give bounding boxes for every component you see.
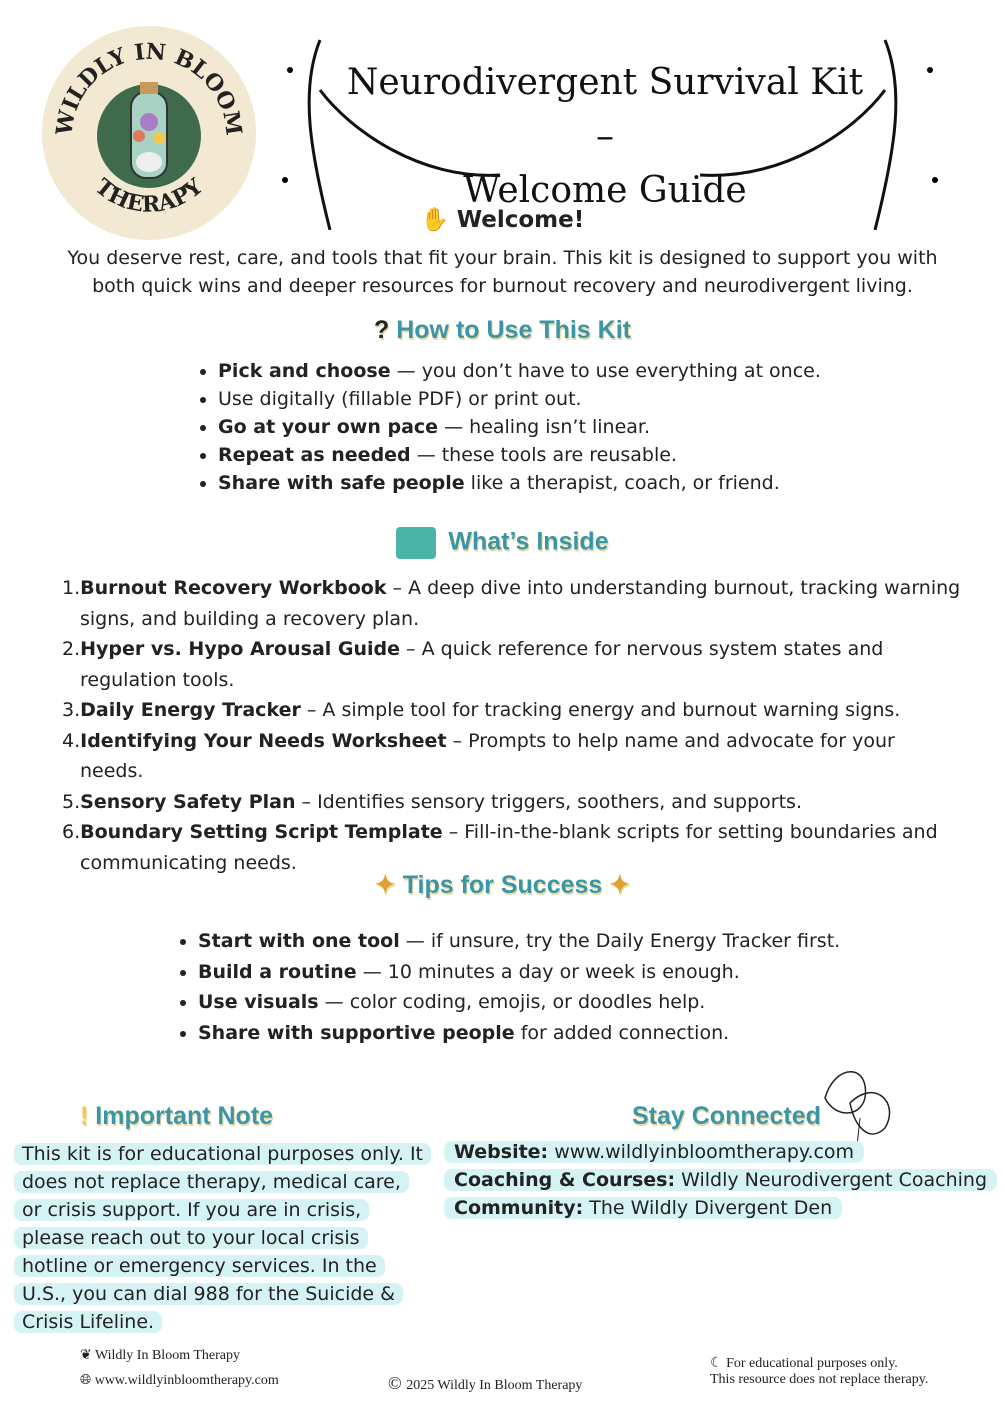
item-title: Burnout Recovery Workbook — [80, 577, 387, 599]
list-item — [198, 1018, 840, 1049]
item-text: — you don’t have to use everything at once. — [390, 360, 821, 382]
item-text: — these tools are reusable. — [410, 444, 677, 466]
list-item — [62, 726, 962, 787]
item-title: Sensory Safety Plan — [80, 790, 296, 813]
item-title: Repeat as needed — [218, 444, 411, 466]
list-item — [62, 573, 962, 634]
item-text: for added connection. — [514, 1021, 730, 1044]
list-item — [62, 787, 962, 818]
footer-url[interactable]: 🌐︎ www.wildlyinbloomtherapy.com — [80, 1373, 279, 1388]
waving-hand-icon: ✋ — [420, 207, 457, 233]
welcome-heading: ✋ Welcome! — [420, 207, 585, 233]
item-text: — color coding, emojis, or doodles help. — [318, 991, 706, 1013]
contact-row — [444, 1138, 1004, 1166]
item-title: Build a routine — [198, 960, 357, 983]
item-title: Share with supportive people — [198, 1021, 515, 1044]
contact-value: Wildly Neurodivergent Coaching — [675, 1169, 988, 1191]
item-text: — if unsure, try the Daily Energy Tracker first. — [399, 930, 841, 952]
footer-disclaimer: ☾ For educational purposes only. This resource does not replace therapy. — [710, 1356, 929, 1387]
item-text: Use digitally (fillable PDF) or print out. — [218, 388, 582, 410]
item-text: — healing isn’t linear. — [438, 416, 651, 438]
contact-row — [444, 1166, 1004, 1194]
item-number: 4. — [62, 729, 81, 752]
item-number: 1. — [62, 577, 81, 599]
svg-text:THERAPY: THERAPY — [90, 173, 208, 218]
svg-text:WILDLY IN BLOOM: WILDLY IN BLOOM — [51, 38, 247, 138]
list-item — [218, 385, 821, 413]
question-icon: ? — [374, 316, 397, 344]
contact-row — [444, 1194, 1004, 1222]
exclamation-icon: ! — [80, 1102, 96, 1130]
tips-heading: ✦ Tips for Success ✦ — [374, 871, 631, 899]
sparkle-icon: ✦ — [602, 871, 631, 899]
item-text: – A quick reference for nervous system states and regulation tools. — [80, 638, 884, 691]
item-text: – Fill-in-the-blank scripts for setting boundaries and communicating needs. — [80, 821, 938, 874]
contact-label: Coaching & Courses: — [454, 1169, 676, 1191]
item-title: Daily Energy Tracker — [80, 699, 301, 721]
item-text: – A deep dive into understanding burnout, tracking warning signs, and building a recovery plan. — [80, 577, 961, 630]
item-number: 2. — [62, 638, 81, 660]
item-title: Use visuals — [198, 991, 319, 1013]
moon-stars-icon: ☾ — [710, 1356, 727, 1371]
contact-label: Community: — [454, 1197, 584, 1219]
tips-list — [178, 926, 840, 1048]
contact-value: The Wildly Divergent Den — [583, 1197, 833, 1219]
important-note-text: This kit is for educational purposes only. It does not replace therapy, medical care, or crisis support. If you are in crisis, please reach out to your local crisis hotline or emergency services. In the U.S., you can dial 988 for the Suicide & Crisis Lifeline. — [14, 1140, 424, 1336]
footer-brand: ❦ Wildly In Bloom Therapy — [80, 1348, 240, 1363]
copyright-icon: © — [388, 1373, 407, 1393]
globe-icon: 🌐︎ — [80, 1373, 95, 1388]
item-text: – Prompts to help name and advocate for your needs. — [80, 729, 895, 782]
item-number: 5. — [62, 790, 81, 813]
item-number: 3. — [62, 699, 81, 721]
item-title: Start with one tool — [198, 930, 400, 952]
how-to-heading: ? How to Use This Kit — [374, 316, 631, 344]
list-item — [198, 987, 840, 1018]
item-title: Identifying Your Needs Worksheet — [80, 729, 447, 752]
item-title: Pick and choose — [218, 360, 391, 382]
item-title: Boundary Setting Script Template — [80, 821, 443, 843]
sparkle-icon: ✦ — [374, 871, 403, 899]
footer-copyright: © 2025 Wildly In Bloom Therapy — [388, 1373, 583, 1393]
item-text: like a therapist, coach, or friend. — [464, 472, 780, 494]
item-text: – Identifies sensory triggers, soothers, and supports. — [295, 790, 802, 813]
stay-connected-heading: Stay Connected — [632, 1102, 821, 1130]
monstera-leaf-icon — [815, 1058, 895, 1148]
folder-search-icon — [396, 527, 436, 559]
list-item — [62, 634, 962, 695]
item-title: Hyper vs. Hypo Arousal Guide — [80, 638, 401, 660]
contact-value[interactable]: www.wildlyinbloomtherapy.com — [548, 1141, 855, 1163]
list-item — [198, 957, 840, 988]
item-text: – A simple tool for tracking energy and burnout warning signs. — [300, 699, 901, 721]
list-item — [218, 469, 821, 497]
intro-text: You deserve rest, care, and tools that fit your brain. This kit is designed to support you with both quick wins and deeper resources for burnout recovery and neurodivergent living. — [67, 247, 938, 297]
contact-label: Website: — [454, 1141, 549, 1163]
list-item — [218, 357, 821, 385]
item-text: — 10 minutes a day or week is enough. — [356, 960, 740, 983]
contents-list — [62, 573, 962, 878]
how-to-list — [198, 357, 821, 497]
list-item — [218, 441, 821, 469]
whats-inside-heading: What’s Inside — [0, 527, 1005, 559]
item-title: Share with safe people — [218, 472, 465, 494]
item-title: Go at your own pace — [218, 416, 439, 438]
page-title: Neurodivergent Survival Kit – Welcome Guide — [346, 62, 864, 211]
list-item — [62, 695, 962, 726]
list-item — [62, 817, 962, 878]
list-item — [218, 413, 821, 441]
item-number: 6. — [62, 821, 81, 843]
contact-block — [444, 1138, 1004, 1222]
important-note-heading: ! Important Note — [80, 1102, 274, 1130]
list-item — [198, 926, 840, 957]
leaf-icon: ❦ — [80, 1348, 95, 1363]
